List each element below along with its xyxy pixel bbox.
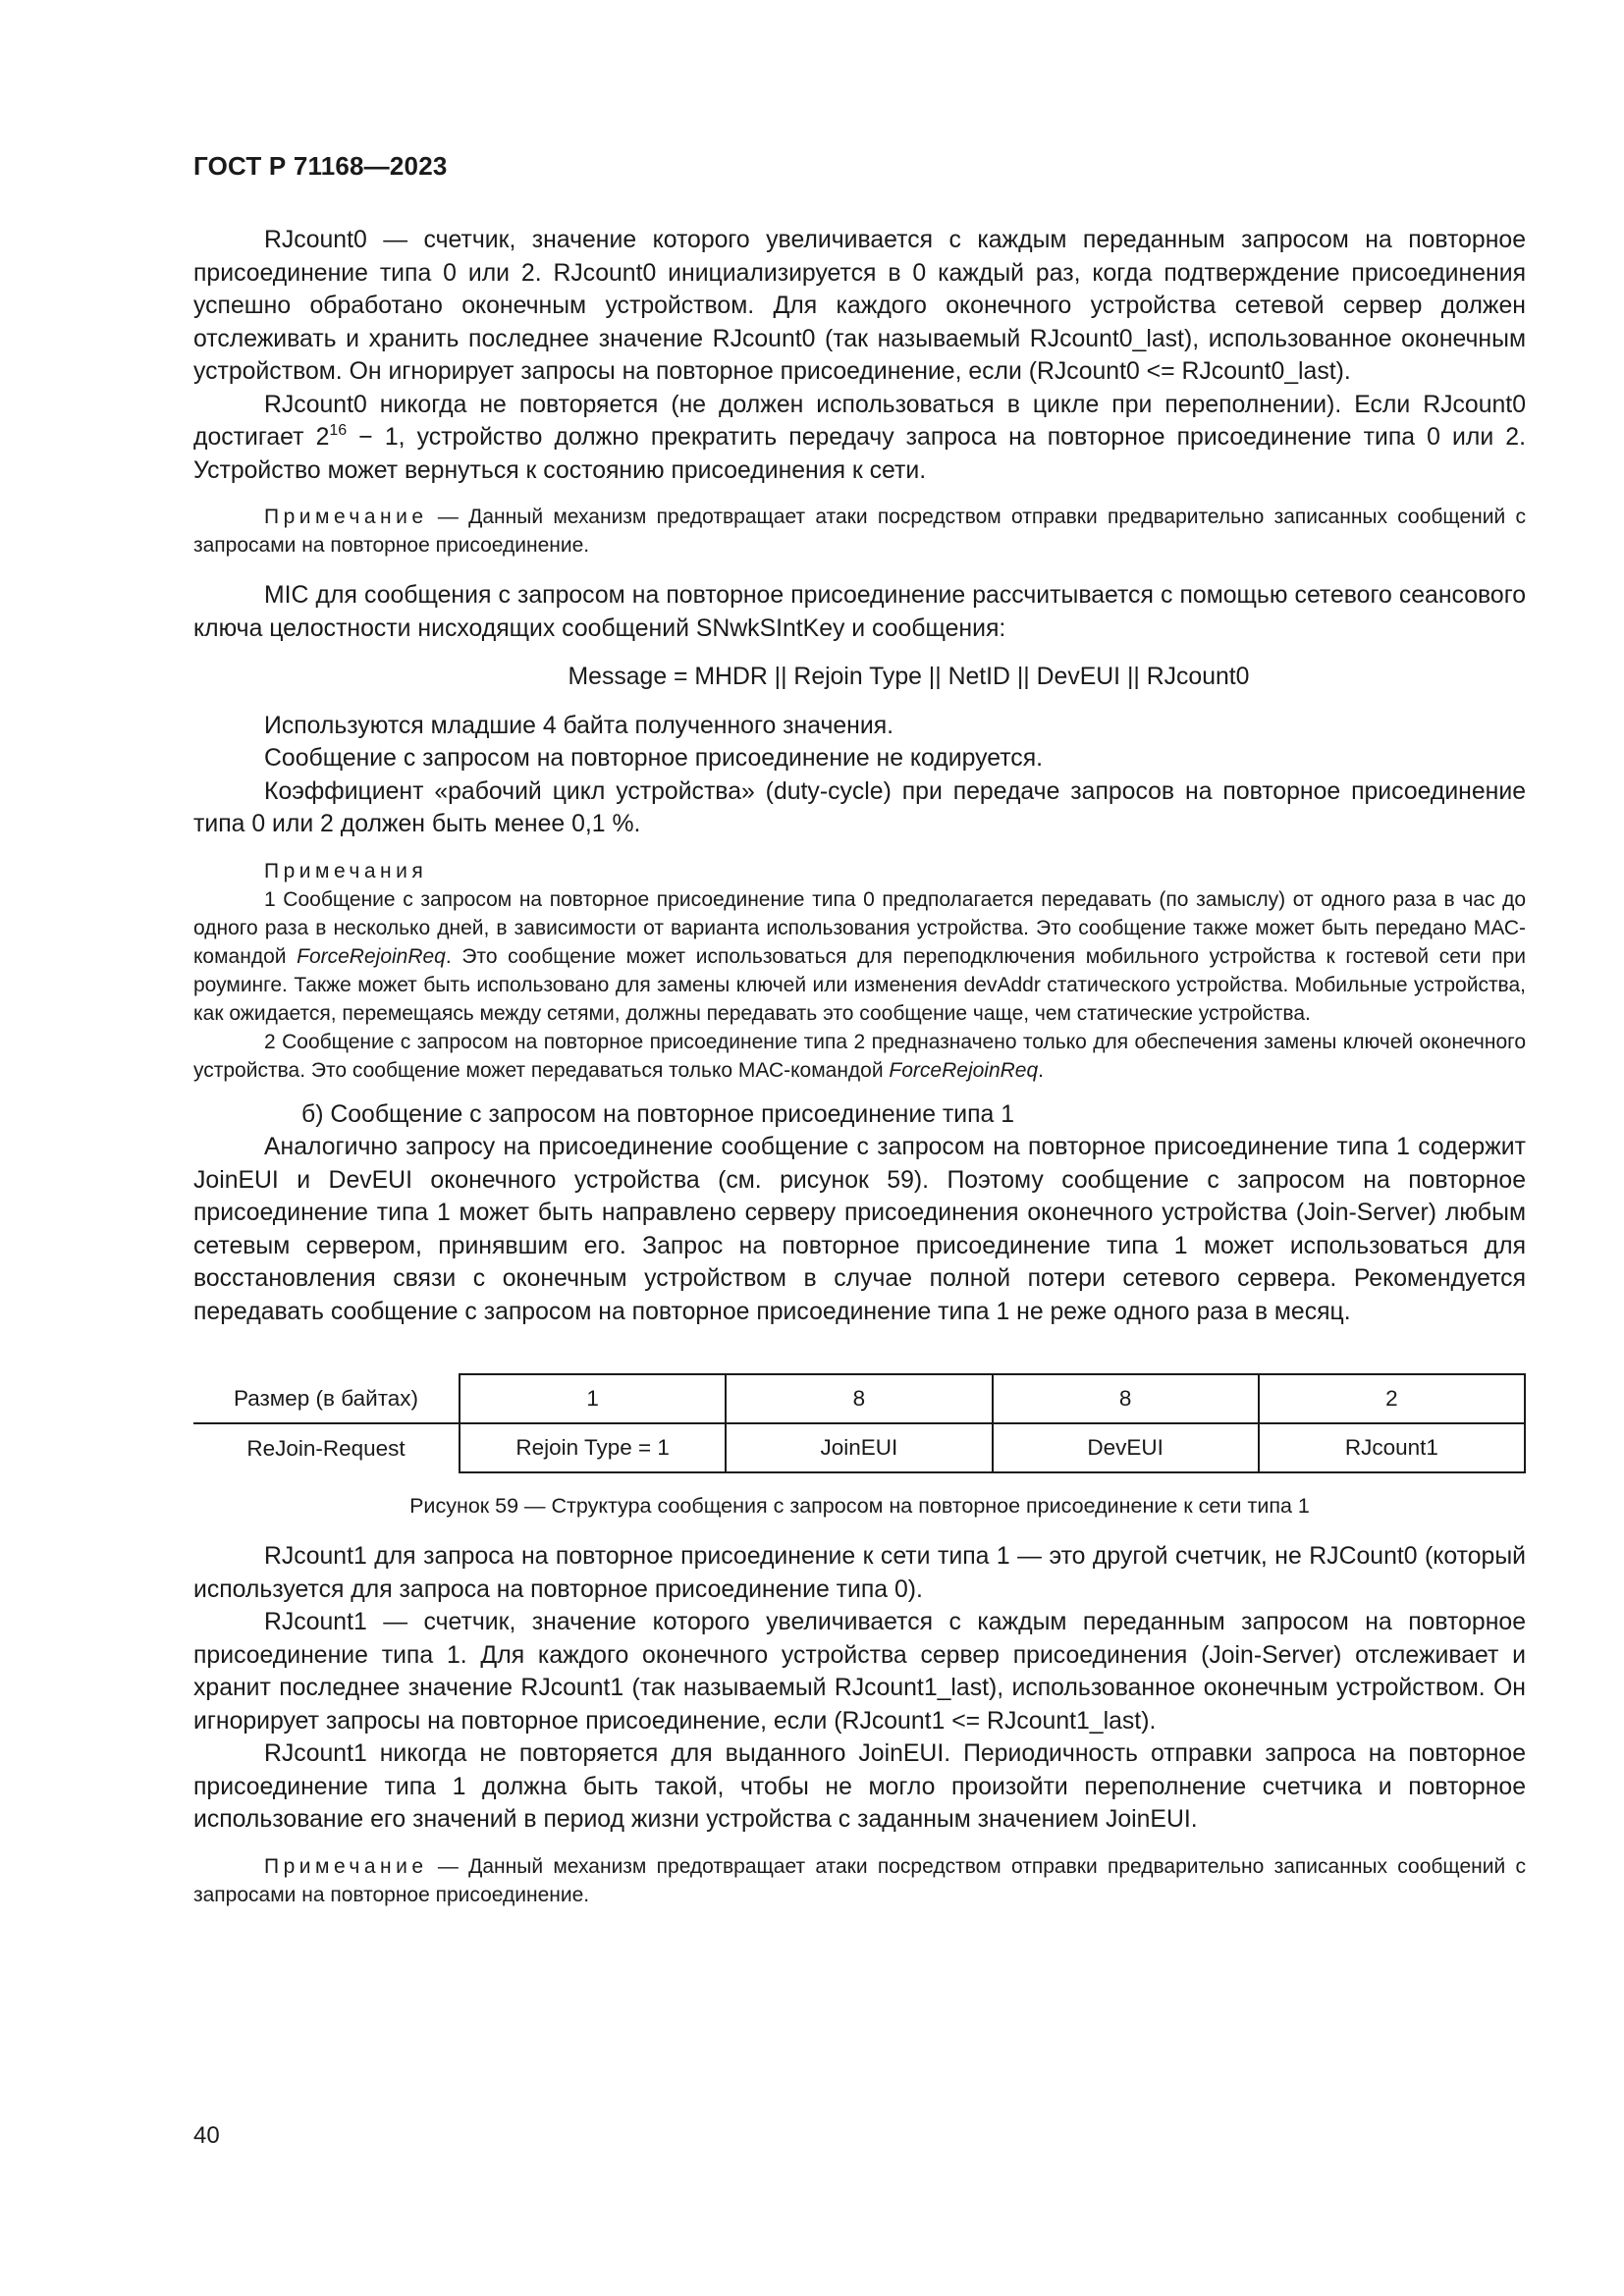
table-cell: 8 <box>993 1374 1259 1423</box>
table-cell: 2 <box>1259 1374 1525 1423</box>
section-heading-b: б) Сообщение с запросом на повторное присоединение типа 1 <box>301 1100 1015 1128</box>
command-name: ForceRejoinReq <box>297 944 446 968</box>
paragraph-rejoin-type1: Аналогично запросу на присоединение сообщение с запросом на повторное присоединение типа 1 содержит JoinEUI и DevEUI оконечного устройства (см. рисунок 59). Поэтому сообщение с запросом на повторное присоединение типа 1 может быть направлено серверу присоединения оконечного устройства (Join-Server) любым сетевым сервером, принявшим его. Запрос на повторное присоединение типа 1 может использоваться для восстановления связи с оконечным устройством в случае полной потери сетевого сервера. Рекомендуется передавать сообщение с запросом на повторное присоединение типа 1 не реже одного раза в месяц. <box>193 1134 1526 1325</box>
text-fragment: RJcount0 никогда не повторяется (не должен использоваться в цикле при переполнении). Если RJcount0 достигает 2 <box>193 391 1526 451</box>
paragraph-mic: MIC для сообщения с запросом на повторное присоединение рассчитывается с помощью сетевого сеансового ключа целостности нисходящих сообщений SNwkSIntKey и сообщения: <box>193 582 1526 642</box>
text-fragment: 2 Сообщение с запросом на повторное присоединение типа 2 предназначено только для обеспечения замены ключей оконечного устройства. Это сообщение может передаваться только МАС-командой <box>193 1030 1526 1082</box>
document-header: ГОСТ Р 71168—2023 <box>193 151 448 181</box>
note-text: — Данный механизм предотвращает атаки посредством отправки предварительно записанных сообщений с запросами на повторное присоединение. <box>193 506 1526 557</box>
table-cell: Rejoin Type = 1 <box>460 1423 726 1472</box>
paragraph-rjcount0-definition: RJcount0 — счетчик, значение которого увеличивается с каждым переданным запросом на повторное присоединение типа 0 или 2. RJcount0 инициализируется в 0 каждый раз, когда подтверждение присоединения успешно обработано оконечным устройством. Для каждого оконечного устройства сетевой сервер должен отслеживать и хранить последнее значение RJcount0 (так называемый RJcount0_last), использованное оконечным устройством. Он игнорирует запросы на повторное присоединение, если (RJcount0 <= RJcount0_last). <box>193 227 1526 385</box>
note-label: Примечание <box>264 1854 428 1878</box>
note-item-1 <box>193 885 1526 1028</box>
table-cell: 1 <box>460 1374 726 1423</box>
text-fragment: . Это сообщение может использоваться для переподключения мобильного устройства к гостевой сети при роуминге. Также может быть использовано для замены ключей или изменения devAddr статического устройства. Мобильные устройства, как ожидается, перемещаясь между сетями, должны передавать это сообщение чаще, чем статические устройства. <box>193 944 1526 1025</box>
text-fragment: − 1, устройство должно прекратить передачу запроса на повторное присоединение типа 0 или 2. Устройство может вернуться к состоянию присоединения к сети. <box>193 424 1526 484</box>
table-cell: ReJoin-Request <box>246 1435 406 1461</box>
note-item-2 <box>193 1028 1526 1085</box>
note-text: — Данный механизм предотвращает атаки посредством отправки предварительно записанных сообщений с запросами на повторное присоединение. <box>193 1854 1526 1906</box>
page-number: 40 <box>193 2122 220 2149</box>
paragraph-rjcount1-definition: RJcount1 — счетчик, значение которого увеличивается с каждым переданным запросом на повторное присоединение типа 1. Для каждого оконечного устройства сервер присоединения (Join-Server) отслеживает и хранит последнее значение RJcount1 (так называемый RJcount1_last), использованное оконечным устройством. Он игнорирует запросы на повторное присоединение, если (RJcount1 <= RJcount1_last). <box>193 1609 1526 1735</box>
table-cell: 8 <box>726 1374 992 1423</box>
text-fragment: . <box>1038 1058 1045 1082</box>
figure-caption: Рисунок 59 — Структура сообщения с запросом на повторное присоединение к сети типа 1 <box>409 1494 1310 1518</box>
superscript: 16 <box>329 422 348 439</box>
paragraph-not-encrypted: Сообщение с запросом на повторное присоединение не кодируется. <box>264 745 1044 772</box>
paragraph-rjcount1-overflow: RJcount1 никогда не повторяется для выданного JoinEUI. Периодичность отправки запроса на повторное присоединение типа 1 должна быть такой, чтобы не могло произойти переполнение счетчика и повторное использование его значений в период жизни устройства с заданным значением JoinEUI. <box>193 1740 1526 1833</box>
table-row <box>193 1374 1525 1423</box>
text-fragment: 1 Сообщение с запросом на повторное присоединение типа 0 предполагается передавать (по замыслу) от одного раза в час до одного раза в несколько дней, в зависимости от варианта использования устройства. Это сообщение также может быть передано МАС-командой <box>193 887 1526 968</box>
paragraph-used-bytes: Используются младшие 4 байта полученного значения. <box>264 712 894 739</box>
table-cell: Размер (в байтах) <box>193 1374 460 1423</box>
notes-label: Примечания <box>264 859 428 882</box>
note-label: Примечание <box>264 506 428 528</box>
command-name: ForceRejoinReq <box>889 1058 1039 1082</box>
table-cell: RJcount1 <box>1259 1423 1525 1472</box>
notes-heading <box>193 857 1526 885</box>
note-3 <box>193 1852 1526 1909</box>
page-content <box>193 224 1526 1909</box>
formula-message: Message = MHDR || Rejoin Type || NetID || DevEUI || RJcount0 <box>568 664 1250 690</box>
paragraph-duty-cycle: Коэффициент «рабочий цикл устройства» (duty-cycle) при передаче запросов на повторное присоединение типа 0 или 2 должен быть менее 0,1 %. <box>193 777 1526 837</box>
paragraph-rjcount0-overflow <box>193 389 1526 488</box>
table-cell: JoinEUI <box>726 1423 992 1472</box>
table-row <box>193 1423 1525 1472</box>
figure-59-table <box>193 1373 1526 1473</box>
table-cell: DevEUI <box>993 1423 1259 1472</box>
note-1 <box>193 503 1526 560</box>
paragraph-rjcount1-intro: RJcount1 для запроса на повторное присоединение к сети типа 1 — это другой счетчик, не RJCount0 (который используется для запроса на повторное присоединение типа 0). <box>193 1543 1526 1603</box>
